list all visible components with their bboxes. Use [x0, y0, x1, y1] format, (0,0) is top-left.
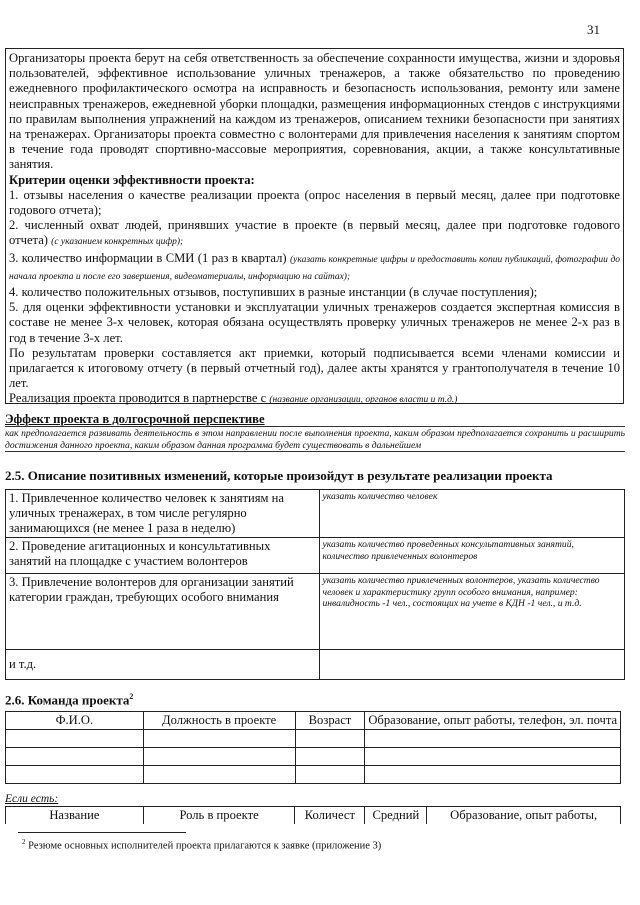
column-header-average: Средний: [365, 807, 427, 825]
table-row: [6, 730, 621, 748]
positive-changes-table: [5, 489, 625, 680]
column-header-name: Ф.И.О.: [6, 712, 144, 730]
effect-title: Эффект проекта в долгосрочной перспективе: [5, 412, 265, 426]
effect-description: как предполагается развивать деятельность в этом направлении после выполнения проекта, каким образом предполагается сохранить и расширить достижения данного проекта, каким образом данная программа будет существовать в дальнейшем: [5, 428, 625, 451]
table-header-row: [6, 807, 621, 825]
change-instruction: указать количество привлеченных волонтеров, указать количество человек и характеристику групп особого внимания, например: инвалидность -1 чел., состоящих на учете в КДН -1 чел., и т.д.: [319, 574, 625, 650]
partner-line: Реализация проекта проводится в партнерстве с (название организации, органов власти и т.д.): [9, 391, 458, 406]
change-instruction: [319, 650, 625, 680]
column-header-age: Возраст: [295, 712, 365, 730]
footnote-divider: [18, 832, 186, 833]
inspection-paragraph: По результатам проверки составляется акт приемки, который подписывается всеми членами комиссии и прилагается к итоговому отчету (в первый отчетный год), далее акты хранятся у грантополучателя в течение 10 лет.: [9, 345, 620, 391]
project-description-box: [5, 48, 624, 404]
change-indicator: 3. Привлечение волонтеров для организации занятий категории граждан, требующих особого внимания: [6, 574, 320, 650]
section-2-6-heading: 2.6. Команда проекта$^2$: [5, 692, 134, 708]
if-any-label: Если есть:: [5, 793, 59, 805]
change-instruction: указать количество проведенных консультативных занятий, количество привлеченных волонтеров: [319, 538, 625, 574]
page-number: 31: [587, 22, 600, 37]
criterion-5: 5. для оценки эффективности установки и эксплуатации уличных тренажеров создается экспертная комиссия в составе не менее 3-х человек, которая обязана осуществлять проверку уличных тренажеров не менее 2-х раз в год в течение 3-х лет.: [9, 300, 620, 345]
change-indicator: 2. Проведение агитационных и консультативных занятий на площадке с участием волонтеров: [6, 538, 320, 574]
organizations-table: [5, 806, 621, 824]
column-header-position: Должность в проекте: [143, 712, 295, 730]
table-row: [6, 538, 625, 574]
responsibility-paragraph: Организаторы проекта берут на себя ответственность за обеспечение сохранности имущества, жизни и здоровья пользователей, эффективное использование уличных тренажеров, а также обязательство по проведению ежедневного профилактического осмотра на исправность и безопасность использования, ремонту или замене неисправных тренажеров, ежедневной уборки площадки, размещения информационных стендов с инструкциями по правилам выполнения упражнений на каждом из тренажеров, описанием техники безопасности при занятиях на тренажерах. Организаторы проекта совместно с волонтерами для привлечения населения к занятиям спортом в течение года проводят спортивно-массовые мероприятия, соревнования, акции, а также консультативные занятия.: [9, 51, 620, 172]
table-row: [6, 490, 625, 538]
section-2-5-heading: 2.5. Описание позитивных изменений, которые произойдут в результате реализации проекта: [5, 468, 553, 483]
change-indicator: 1. Привлеченное количество человек к занятиям на уличных тренажерах, в том числе регулярно занимающихся (не менее 1 раза в неделю): [6, 490, 320, 538]
column-header-education: Образование, опыт работы, телефон, эл. почта: [365, 712, 621, 730]
criteria-title: Критерии оценки эффективности проекта:: [9, 172, 255, 187]
footnote: $^2$ Резюме основных исполнителей проекта прилагаются к заявке (приложение 3): [22, 838, 382, 852]
table-row: [6, 574, 625, 650]
criterion-4: 4. количество положительных отзывов, поступивших в разные инстанции (в случае поступления);: [9, 285, 538, 300]
table-row: [6, 650, 625, 680]
table-header-row: [6, 712, 621, 730]
column-header-role: Роль в проекте: [143, 807, 295, 825]
criterion-2: 2. численный охват людей, принявших участие в проекте (в первый месяц, далее при подготовке годового отчета) (с указанием конкретных цифр);: [9, 218, 620, 248]
change-instruction: указать количество человек: [319, 490, 625, 538]
column-header-title: Название: [6, 807, 144, 825]
project-team-table: [5, 711, 621, 784]
long-term-effect: [5, 412, 625, 452]
table-row: [6, 766, 621, 784]
change-indicator: и т.д.: [6, 650, 320, 680]
column-header-education-2: Образование, опыт работы,: [427, 807, 621, 825]
column-header-count: Количест: [295, 807, 365, 825]
criterion-1: 1. отзывы населения о качестве реализации проекта (опрос населения в первый месяц, далее при подготовке годового отчета);: [9, 187, 620, 218]
criterion-3: 3. количество информации в СМИ (1 раз в квартал) (указать конкретные цифры и предоставить копии публикаций, фотографии до начала проекта и после его завершения, видеоматериалы, информацию на сайтах);: [9, 250, 620, 282]
table-row: [6, 748, 621, 766]
